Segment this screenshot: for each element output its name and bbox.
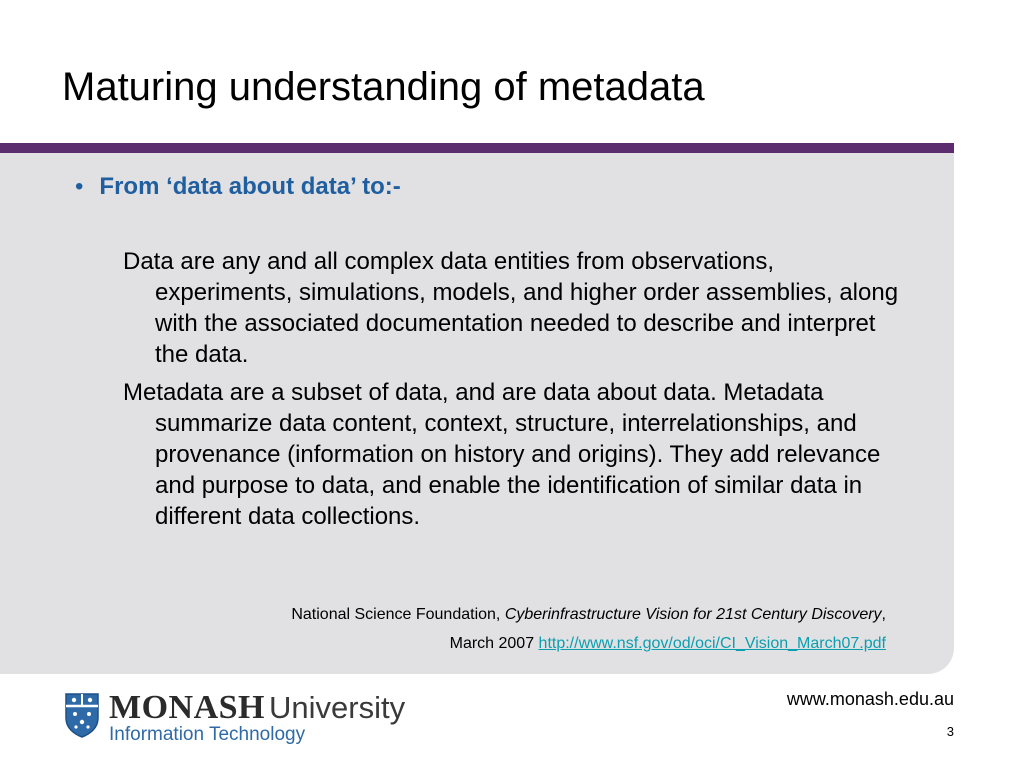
- footer-url: www.monash.edu.au: [786, 689, 954, 709]
- citation: [291, 600, 886, 658]
- logo-name-bold: MONASH: [109, 689, 265, 726]
- metadata-definition: Metadata are a subset of data, and are data about data. Metadata summarize data content, context, structure, interrelationships, and provenance (information on history and origins). They add relevance and purpose to data, and enable the identification of similar data in different data collections.: [123, 379, 881, 530]
- logo-wordmark: [109, 690, 405, 726]
- citation-separator: ,: [881, 606, 886, 623]
- bullet-marker: •: [75, 173, 84, 200]
- slide-title: Maturing understanding of metadata: [62, 65, 705, 109]
- title-divider-bar: [0, 143, 954, 153]
- data-definition: Data are any and all complex data entities from observations, experiments, simulations, models, and higher order assemblies, along with the associated documentation needed to describe and interpret the data.: [123, 248, 899, 368]
- monash-crest-icon: [64, 692, 100, 738]
- page-number: 3: [946, 724, 954, 739]
- logo-faculty: Information Technology: [109, 724, 306, 745]
- citation-author: National Science Foundation,: [291, 606, 505, 623]
- monash-logo: [64, 690, 404, 750]
- citation-date: March 2007: [449, 635, 539, 652]
- citation-link[interactable]: http://www.nsf.gov/od/oci/CI_Vision_March07.pdf: [538, 635, 886, 652]
- bullet-heading: [75, 170, 401, 204]
- logo-name-light: University: [269, 690, 406, 725]
- citation-work-title: Cyberinfrastructure Vision for 21st Century Discovery: [504, 606, 882, 623]
- bullet-heading-text: From ‘data about data’ to:-: [99, 173, 401, 200]
